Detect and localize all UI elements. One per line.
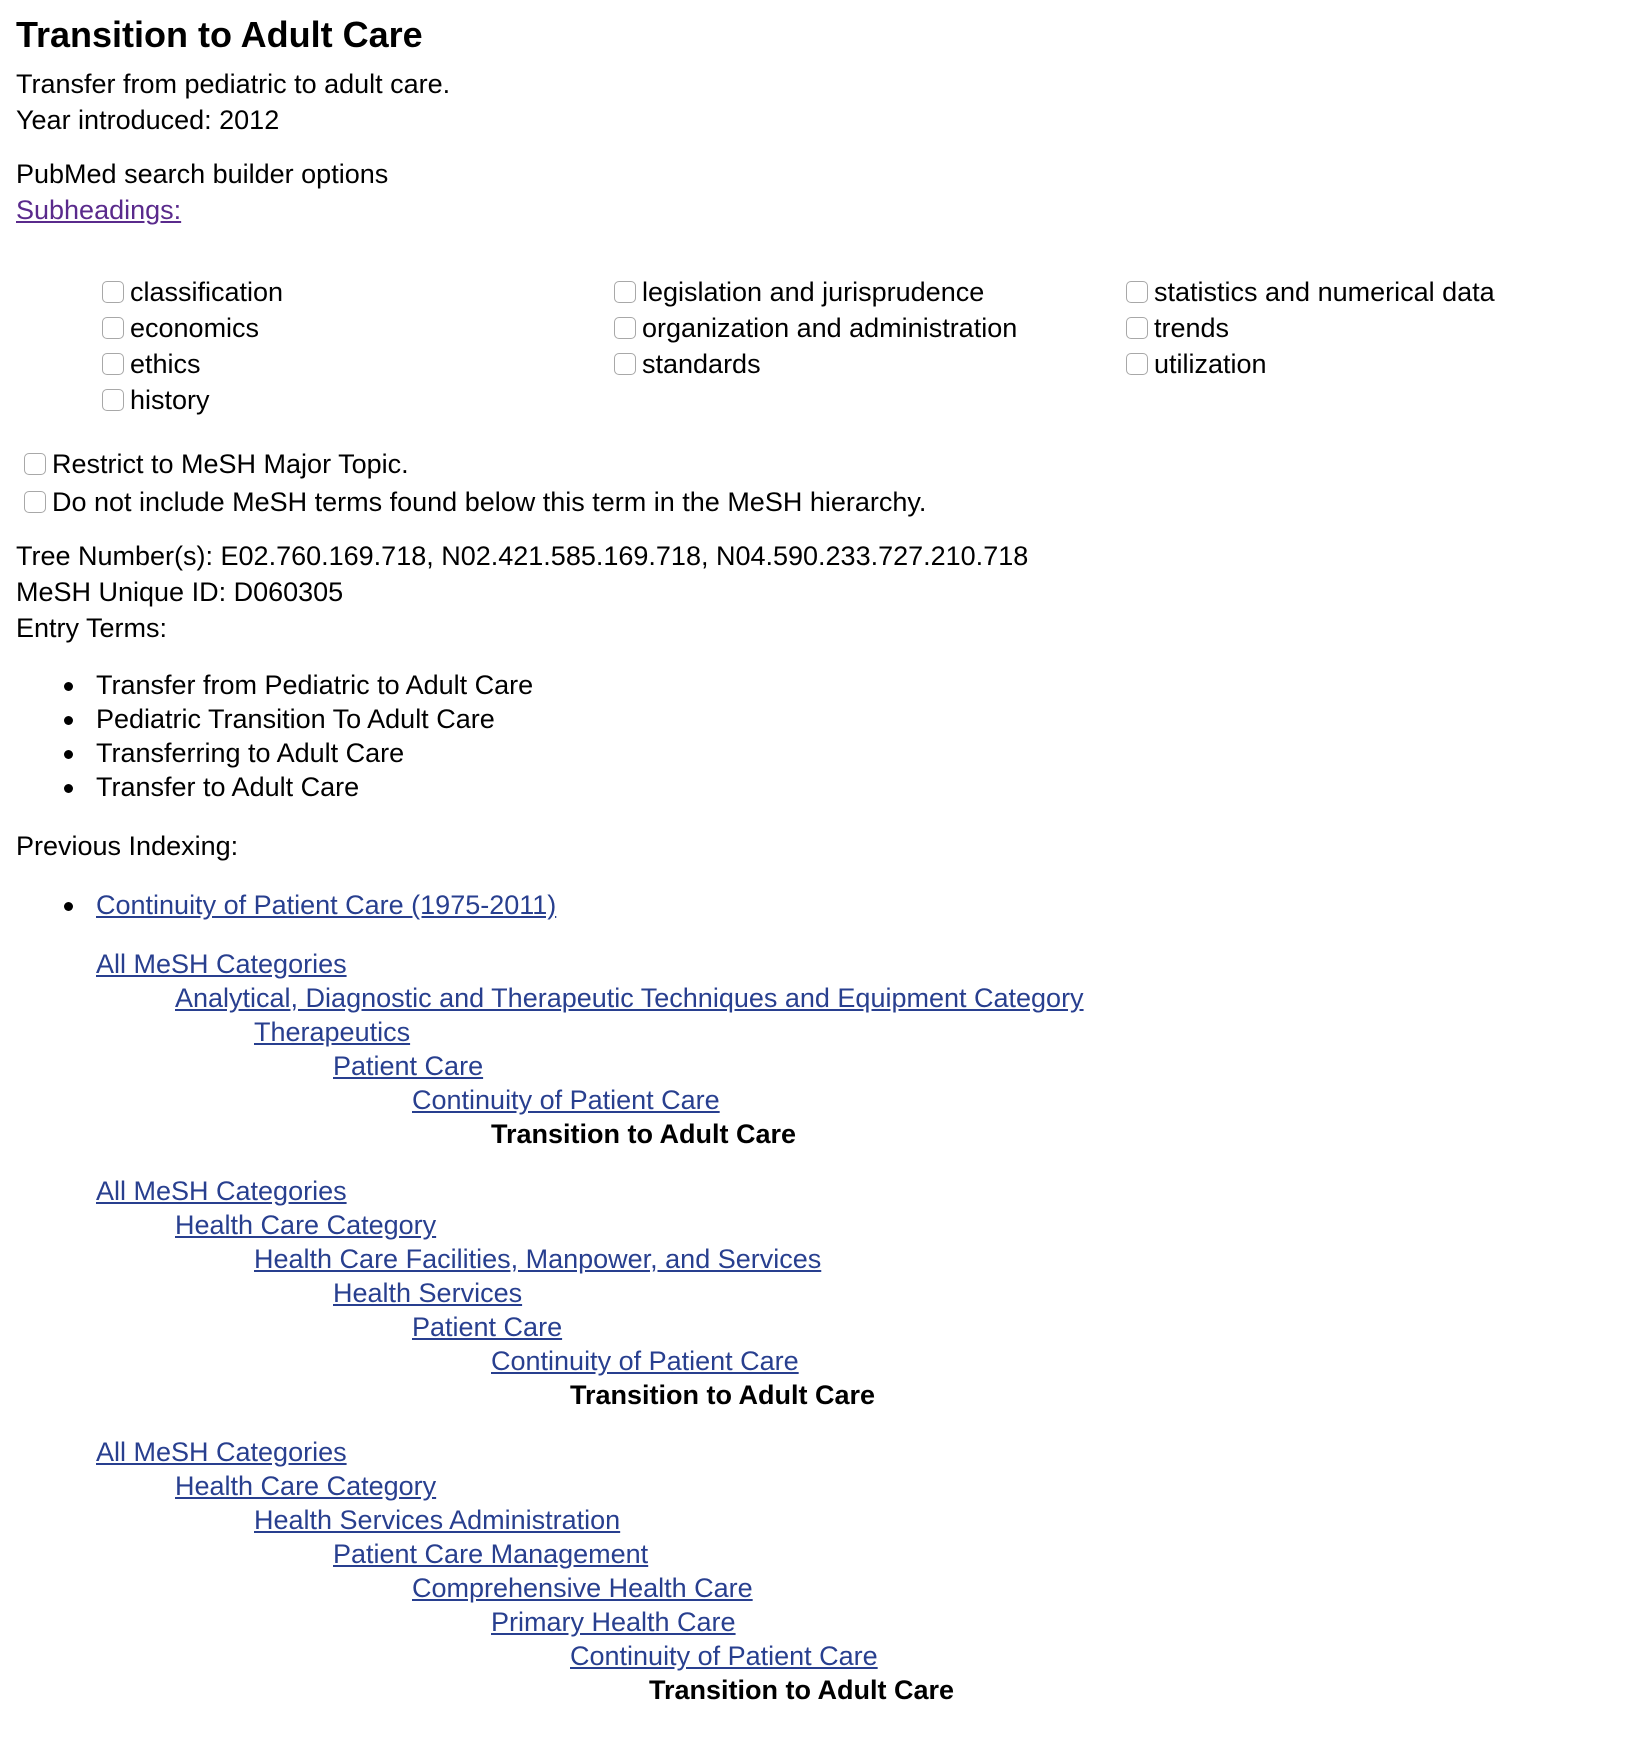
year-introduced: Year introduced: 2012: [16, 105, 280, 135]
subheading-label: statistics and numerical data: [1154, 276, 1495, 307]
subheading-label: classification: [130, 276, 284, 307]
subheading-label: utilization: [1154, 348, 1267, 379]
major-topic-option[interactable]: [24, 446, 409, 482]
subheadings-column-3: [1126, 274, 1495, 382]
tree-link[interactable]: Primary Health Care: [491, 1607, 736, 1637]
subheading-label: legislation and jurisprudence: [642, 276, 985, 307]
no-explode-checkbox[interactable]: [24, 491, 46, 513]
tree-node: [96, 1537, 954, 1571]
checkbox[interactable]: [1126, 353, 1148, 375]
subheading-label: ethics: [130, 348, 201, 379]
checkbox[interactable]: [1126, 281, 1148, 303]
tree-node: [96, 1208, 875, 1242]
tree-link[interactable]: Patient Care: [333, 1051, 484, 1081]
tree-node: [96, 1469, 954, 1503]
tree-node: [96, 981, 1084, 1015]
tree-node: [96, 1435, 954, 1469]
entry-terms-label: Entry Terms:: [16, 613, 168, 643]
tree-link[interactable]: Health Care Category: [175, 1471, 437, 1501]
checkbox[interactable]: [614, 317, 636, 339]
bullet-icon: [64, 716, 73, 725]
tree-hierarchy-1: [96, 947, 1084, 1151]
tree-link[interactable]: All MeSH Categories: [96, 1176, 347, 1206]
tree-numbers: Tree Number(s): E02.760.169.718, N02.421.585.169.718, N04.590.233.727.210.718: [16, 541, 1029, 571]
tree-hierarchy-2: [96, 1174, 875, 1412]
major-topic-label: Restrict to MeSH Major Topic.: [52, 448, 409, 479]
bullet-icon: [64, 902, 73, 911]
previous-indexing-label: Previous Indexing:: [16, 831, 239, 861]
tree-link[interactable]: Continuity of Patient Care: [412, 1085, 720, 1115]
subheading-option[interactable]: [614, 346, 1017, 382]
checkbox[interactable]: [1126, 317, 1148, 339]
tree-link[interactable]: Patient Care: [412, 1312, 563, 1342]
subheading-option[interactable]: [1126, 346, 1495, 382]
no-explode-label: Do not include MeSH terms found below this term in the MeSH hierarchy.: [52, 486, 927, 517]
tree-current-term: Transition to Adult Care: [570, 1380, 876, 1410]
tree-current-term: Transition to Adult Care: [491, 1119, 797, 1149]
list-item: [16, 702, 533, 736]
previous-indexing-link[interactable]: Continuity of Patient Care (1975-2011): [96, 890, 557, 920]
subheading-option[interactable]: [102, 310, 283, 346]
tree-node: [96, 1571, 954, 1605]
tree-link[interactable]: All MeSH Categories: [96, 949, 347, 979]
tree-node: [96, 1503, 954, 1537]
tree-node: [96, 1344, 875, 1378]
tree-node: [96, 947, 1084, 981]
major-topic-checkbox[interactable]: [24, 453, 46, 475]
tree-node: [96, 1310, 875, 1344]
tree-link[interactable]: All MeSH Categories: [96, 1437, 347, 1467]
subheading-option[interactable]: [1126, 310, 1495, 346]
checkbox[interactable]: [102, 353, 124, 375]
tree-node: [96, 1015, 1084, 1049]
tree-node: [96, 1049, 1084, 1083]
list-item: [16, 668, 533, 702]
tree-link[interactable]: Continuity of Patient Care: [570, 1641, 878, 1671]
bullet-icon: [64, 750, 73, 759]
tree-node: [96, 1276, 875, 1310]
entry-term: Transfer to Adult Care: [96, 772, 360, 802]
checkbox[interactable]: [102, 317, 124, 339]
subheading-option[interactable]: [614, 274, 1017, 310]
subheading-option[interactable]: [102, 382, 283, 418]
tree-link[interactable]: Health Services Administration: [254, 1505, 621, 1535]
tree-node: [96, 1242, 875, 1276]
checkbox[interactable]: [614, 353, 636, 375]
subheading-option[interactable]: [614, 310, 1017, 346]
subheading-label: trends: [1154, 312, 1230, 343]
bullet-icon: [64, 682, 73, 691]
unique-id: MeSH Unique ID: D060305: [16, 577, 344, 607]
subheadings-link[interactable]: Subheadings:: [16, 195, 182, 225]
tree-link[interactable]: Comprehensive Health Care: [412, 1573, 753, 1603]
tree-link[interactable]: Health Care Category: [175, 1210, 437, 1240]
entry-terms-list: [16, 668, 533, 804]
subheadings-column-1: [102, 274, 283, 418]
checkbox[interactable]: [102, 389, 124, 411]
no-explode-option[interactable]: [24, 484, 926, 520]
subheadings-link-wrapper: [16, 192, 181, 228]
entry-term: Transfer from Pediatric to Adult Care: [96, 670, 534, 700]
entry-term: Pediatric Transition To Adult Care: [96, 704, 495, 734]
tree-link[interactable]: Analytical, Diagnostic and Therapeutic Techniques and Equipment Category: [175, 983, 1084, 1013]
tree-link[interactable]: Continuity of Patient Care: [491, 1346, 799, 1376]
previous-indexing-list: [16, 888, 556, 922]
checkbox[interactable]: [614, 281, 636, 303]
subheading-label: organization and administration: [642, 312, 1018, 343]
subheading-option[interactable]: [102, 274, 283, 310]
list-item: [16, 770, 533, 804]
tree-node: [96, 1639, 954, 1673]
tree-node: [96, 1174, 875, 1208]
tree-link[interactable]: Health Care Facilities, Manpower, and Services: [254, 1244, 822, 1274]
subheading-label: economics: [130, 312, 260, 343]
tree-node: [96, 1083, 1084, 1117]
tree-node: [96, 1605, 954, 1639]
tree-link[interactable]: Patient Care Management: [333, 1539, 649, 1569]
subheadings-grid: [102, 274, 1642, 424]
subheading-label: history: [130, 384, 210, 415]
search-builder-heading: PubMed search builder options: [16, 159, 389, 189]
tree-hierarchy-3: [96, 1435, 954, 1707]
subheading-option[interactable]: [102, 346, 283, 382]
page-title: Transition to Adult Care: [16, 14, 423, 55]
tree-link[interactable]: Therapeutics: [254, 1017, 411, 1047]
list-item: [16, 888, 556, 922]
bullet-icon: [64, 784, 73, 793]
scope-note: Transfer from pediatric to adult care.: [16, 69, 451, 99]
subheading-label: standards: [642, 348, 761, 379]
checkbox[interactable]: [102, 281, 124, 303]
tree-link[interactable]: Health Services: [333, 1278, 523, 1308]
list-item: [16, 736, 533, 770]
tree-current-term: Transition to Adult Care: [649, 1675, 955, 1705]
entry-term: Transferring to Adult Care: [96, 738, 405, 768]
subheadings-column-2: [614, 274, 1017, 382]
subheading-option[interactable]: [1126, 274, 1495, 310]
